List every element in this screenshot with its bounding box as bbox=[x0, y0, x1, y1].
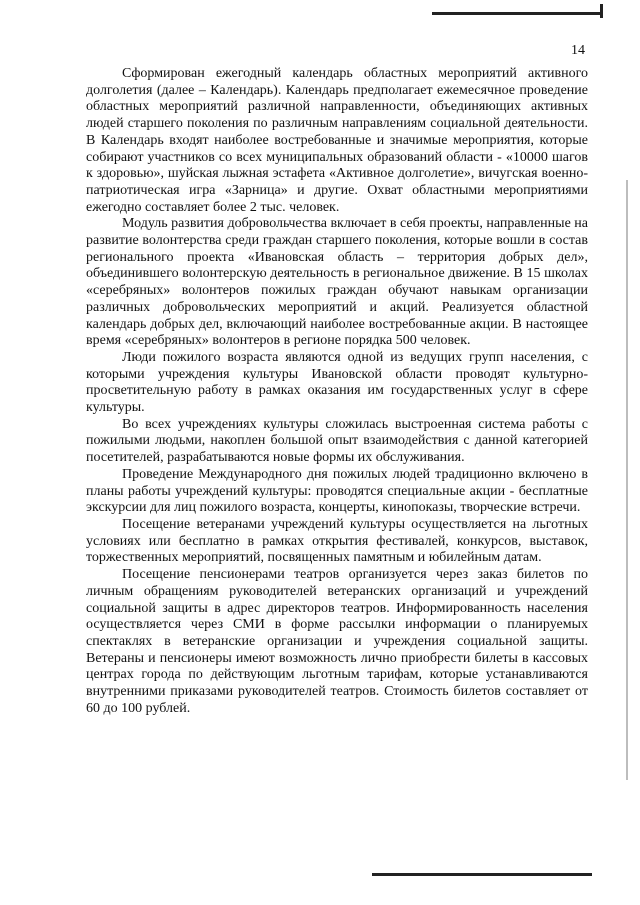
body-text bbox=[86, 66, 588, 717]
paragraph-veterans-visits: Посещение ветеранами учреждений культуры осуществляется на льготных условиях или бесплатно в рамках открытия фестивалей, конкурсов, выставок, торжественных мероприятий, посвященных памятным и юбилейным датам. bbox=[86, 516, 588, 566]
page-number: 14 bbox=[571, 43, 585, 58]
paragraph-work-system: Во всех учреждениях культуры сложилась выстроенная система работы с пожилыми людьми, накоплен большой опыт взаимодействия с данной категорией посетителей, разрабатываются новые формы их обслуживания. bbox=[86, 416, 588, 466]
paragraph-volunteering: Модуль развития добровольчества включает в себя проекты, направленные на развитие волонтерства среди граждан старшего поколения, которые вошли в состав регионального проекта «Ивановская область – территория добрых дел», объединившего волонтерскую деятельность в региональное движение. В 15 школах «серебряных» волонтеров пожилых граждан обучают навыкам организации различных добровольческих мероприятий и акций. Реализуется областной календарь добрых дел, включающий наиболее востребованные акции. В настоящее время «серебряных» волонтеров в регионе порядка 500 человек. bbox=[86, 216, 588, 349]
right-scan-edge bbox=[626, 180, 628, 780]
top-scan-rule bbox=[432, 12, 602, 15]
top-scan-tick bbox=[600, 4, 603, 18]
paragraph-elderly-day: Проведение Международного дня пожилых людей традиционно включено в планы работы учреждений культуры: проводятся специальные акции - бесплатные экскурсии для лиц пожилого возраста, концерты, кинопоказы, творческие встречи. bbox=[86, 466, 588, 516]
paragraph-culture-institutions: Люди пожилого возраста являются одной из ведущих групп населения, с которыми учреждения культуры Ивановской области проводят культурно-просветительную работу в рамках оказания им государственных услуг в сфере культуры. bbox=[86, 349, 588, 416]
paragraph-calendar: Сформирован ежегодный календарь областных мероприятий активного долголетия (далее – Календарь). Календарь предполагает ежемесячное проведение областных мероприятий различной направленности, объединяющих активных людей старшего поколения по различным направлениям социальной деятельности. В Календарь входят наиболее востребованные и значимые мероприятия, которые собирают участников со всех муниципальных образований области - «10000 шагов к здоровью», шуйская лыжная эстафета «Активное долголетие», вичугская военно-патриотическая игра «Зарница» и другие. Охват областными мероприятиями ежегодно составляет более 2 тыс. человек. bbox=[86, 66, 588, 215]
bottom-scan-rule bbox=[372, 873, 592, 876]
paragraph-theatre-visits: Посещение пенсионерами театров организуется через заказ билетов по личным обращениям руководителей ветеранских организаций и учреждений социальной защиты в адрес директоров театров. Информированность населения осуществляется через СМИ в форме рассылки информации о планируемых спектаклях в ветеранские организации и учреждения социальной защиты. Ветераны и пенсионеры имеют возможность лично приобрести билеты в кассовых центрах города по действующим льготным тарифам, которые устанавливаются внутренними приказами руководителей театров. Стоимость билетов составляет от 60 до 100 рублей. bbox=[86, 567, 588, 716]
